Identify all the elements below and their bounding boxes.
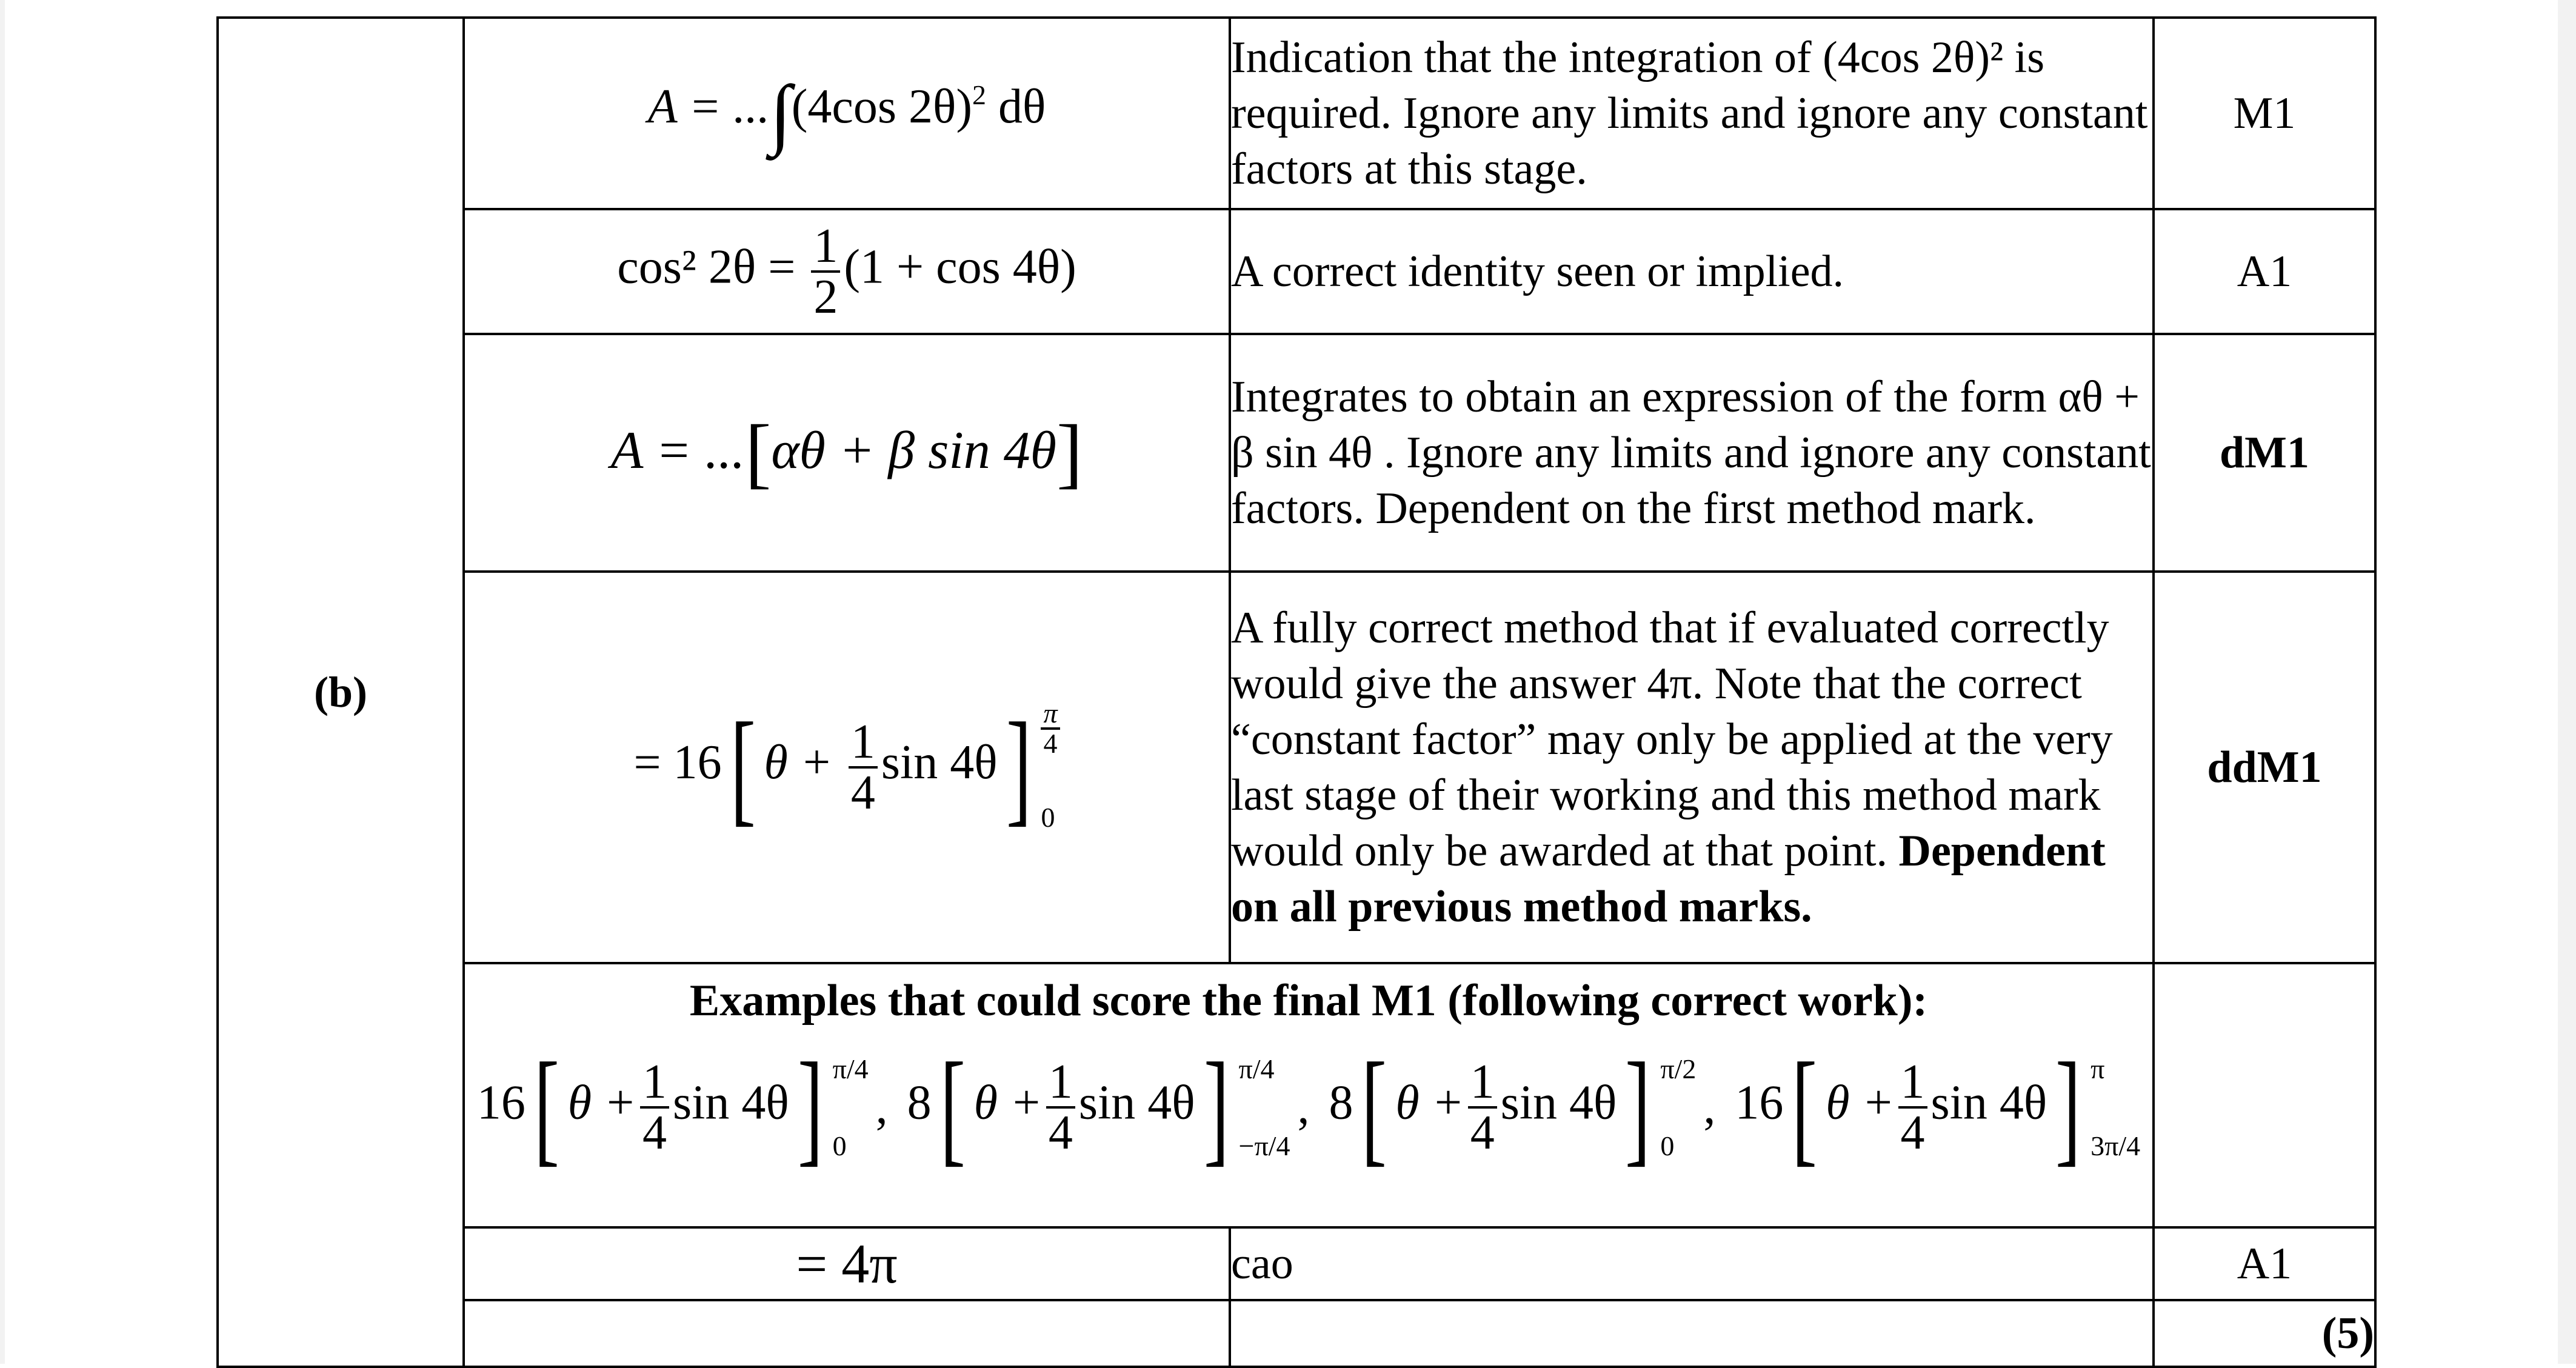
part-label: (b) [218,18,464,1367]
math-double-angle-identity: cos² 2θ = $\frac{1}{2}$ (1 + cos 4θ) [464,209,1230,334]
mark-value: dM1 [2154,334,2375,572]
page-margin-right [2558,0,2576,1364]
math-limits-substitution: = 16[ θ + $\frac{1}{4}$ sin 4θ] π 4 0 [464,572,1230,963]
empty-note-cell [1230,1300,2154,1367]
mark-row-1 [218,18,2375,209]
examples-line: 16[ θ + $\frac{1}{4}$ sin 4θ] π/4 0 , 8[ θ + $\frac{1}{4}$ sin 4θ] π/4 −π/4 , 8[ θ + $\frac{1}{4}$ sin 4θ] π/2 0 , 16[ θ + $\frac{1}{4}$ sin 4θ] π 3π/4 [476,1037,2141,1178]
empty-math-cell [464,1300,1230,1367]
mark-row-4 [218,572,2375,963]
limits: π 4 0 [1041,699,1059,835]
math-integrated-form: A = ...[αθ + β sin 4θ] [464,334,1230,572]
example-expression: 16[ θ + $\frac{1}{4}$ sin 4θ] π/4 0 [476,1037,869,1178]
mark-value: A1 [2154,1227,2375,1300]
method-note: A fully correct method that if evaluated correctly would give the answer 4π. Note that the correct “constant factor” may only be applied at the very last stage of their working and this method mark would only be awarded at that point. Dependent on all previous method marks. [1230,572,2154,963]
total-row [218,1300,2375,1367]
mark-row-2 [218,209,2375,334]
math-integral-setup: A = ...∫(4cos 2θ)$^2$ dθ [464,18,1230,209]
method-note: Indication that the integration of (4cos 2θ)² is required. Ignore any limits and ignore any constant factors at this stage. [1230,18,2154,209]
fraction-one-half: $\frac{1}{2}$ [811,222,840,321]
fraction-one-quarter: $\frac{1}{4}$ [849,718,878,817]
example-expression: 8[ θ + $\frac{1}{4}$ sin 4θ] π/2 0 [1329,1037,1697,1178]
mark-value: M1 [2154,18,2375,209]
mark-row-3 [218,334,2375,572]
integral-sign: ∫ [770,70,792,157]
examples-row [218,963,2375,1227]
final-note: cao [1230,1227,2154,1300]
example-expression: 8[ θ + $\frac{1}{4}$ sin 4θ] π/4 −π/4 [907,1037,1290,1178]
math-final-answer: = 4π [464,1227,1230,1300]
page-margin-left [0,0,5,1364]
mark-value: ddM1 [2154,572,2375,963]
mark-scheme-table [216,16,2377,1368]
examples-title: Examples that could score the final M1 (following correct work): [689,976,1928,1026]
example-expression: 16[ θ + $\frac{1}{4}$ sin 4θ] π 3π/4 [1735,1037,2141,1178]
mark-value: A1 [2154,209,2375,334]
mark-row-final [218,1227,2375,1300]
examples-cell [464,963,2154,1227]
examples-mark-empty [2154,963,2375,1227]
method-note: Integrates to obtain an expression of the form αθ + β sin 4θ . Ignore any limits and ignore any constant factors. Dependent on the first method mark. [1230,334,2154,572]
total-marks: (5) [2154,1300,2375,1367]
method-note: A correct identity seen or implied. [1230,209,2154,334]
